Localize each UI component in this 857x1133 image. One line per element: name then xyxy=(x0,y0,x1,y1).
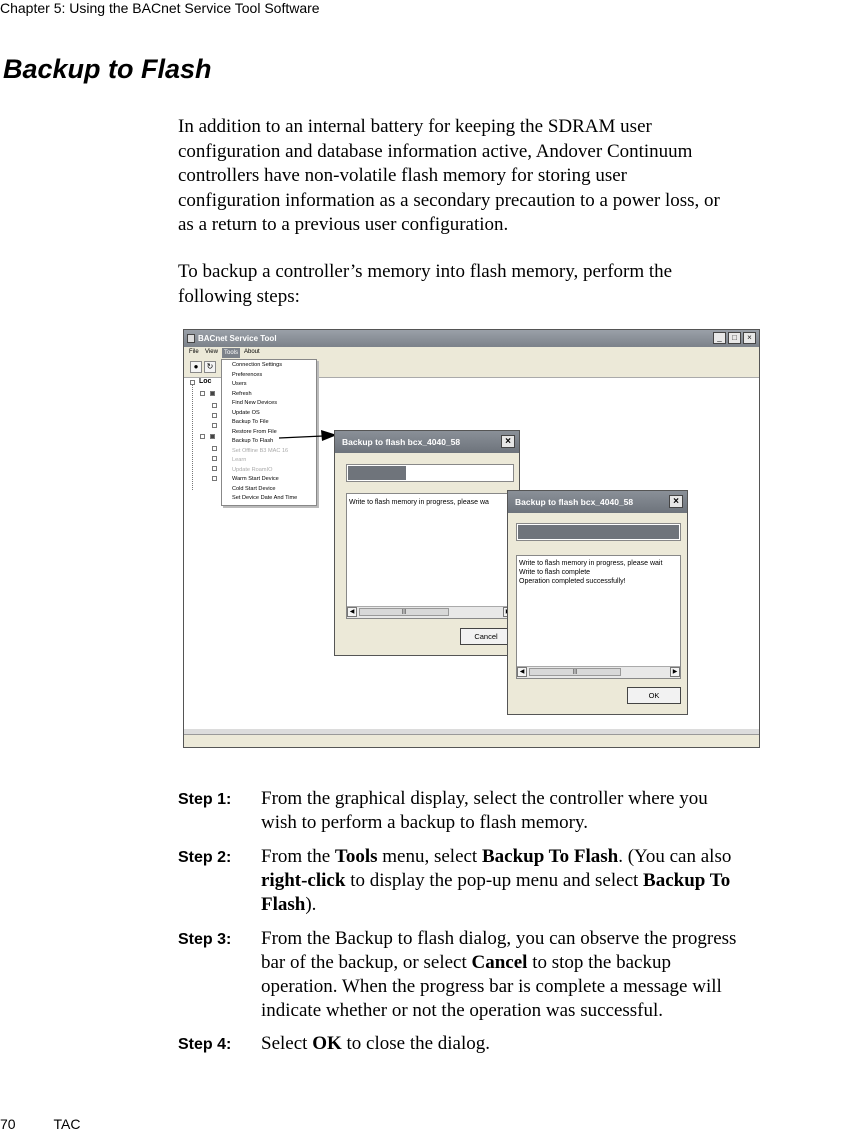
connect-icon[interactable]: ● xyxy=(190,361,202,373)
dialog-title: Backup to flash bcx_4040_58 xyxy=(508,491,687,513)
cancel-button[interactable]: Cancel xyxy=(460,628,512,645)
step-segment: operation. When the progress bar is complete a message will xyxy=(261,976,722,997)
step-segment: menu, select xyxy=(377,846,482,867)
step-line xyxy=(261,927,857,951)
step-segment: From the xyxy=(261,846,335,867)
step-label: Step 4: xyxy=(178,1036,232,1053)
step-segment: . (You can also xyxy=(618,846,732,867)
step-emphasis: Backup To xyxy=(643,870,731,891)
backup-dialog-in-progress xyxy=(334,430,520,656)
step-segment: wish to perform a backup to flash memory. xyxy=(261,812,588,833)
scroll-right-icon[interactable]: ▶ xyxy=(670,667,680,677)
log-line: Write to flash memory in progress, please wait xyxy=(519,560,663,567)
steps-intro-paragraph xyxy=(178,260,857,309)
step-text xyxy=(261,845,857,917)
menu-file[interactable]: File xyxy=(189,349,199,355)
progress-bar xyxy=(516,523,681,541)
step-label: Step 1: xyxy=(178,791,232,808)
intro-paragraph xyxy=(178,115,857,238)
intro-line: configuration and database information active, Andover Continuum xyxy=(178,140,693,162)
close-icon[interactable]: × xyxy=(669,495,683,508)
step-line xyxy=(261,787,857,811)
tree-expander[interactable] xyxy=(212,413,217,418)
company-name: TAC xyxy=(53,1116,81,1132)
intro-line: as a return to a previous user configuration. xyxy=(178,214,509,235)
step-emphasis: OK xyxy=(312,1033,342,1054)
horizontal-scrollbar[interactable] xyxy=(347,606,513,618)
step-segment: indicate whether or not the operation was successful. xyxy=(261,1000,664,1021)
scroll-thumb[interactable]: ||| xyxy=(529,668,621,676)
intro-line: controllers have non-volatile flash memory for storing user xyxy=(178,165,628,186)
tree-expander[interactable] xyxy=(212,403,217,408)
page-number: 70 xyxy=(0,1116,16,1132)
tree-expander[interactable] xyxy=(212,476,217,481)
section-title: Backup to Flash xyxy=(3,54,212,84)
progress-fill xyxy=(518,525,679,539)
step-emphasis: Flash xyxy=(261,894,306,915)
menu-item-set-offline: Set Offline B3 MAC 16 xyxy=(232,447,289,454)
scroll-left-icon[interactable]: ◀ xyxy=(517,667,527,677)
menu-tools[interactable]: Tools xyxy=(224,350,239,356)
menubar xyxy=(184,347,759,359)
step-line xyxy=(261,845,857,869)
chapter-header: Chapter 5: Using the BACnet Service Tool Software xyxy=(0,0,320,16)
tree-expander[interactable] xyxy=(212,466,217,471)
window-titlebar xyxy=(184,330,759,347)
log-line: Write to flash complete xyxy=(519,569,591,576)
menu-item-refresh[interactable]: Refresh xyxy=(232,390,252,397)
status-log xyxy=(516,555,681,679)
step-segment: to display the pop-up menu and select xyxy=(345,870,644,891)
menu-item-update-os[interactable]: Update OS xyxy=(232,409,260,416)
intro-line: configuration information as a secondary precaution to a power loss, or xyxy=(178,189,720,211)
scroll-thumb[interactable]: ||| xyxy=(359,608,449,616)
maximize-icon[interactable]: □ xyxy=(728,332,741,344)
step-line xyxy=(261,999,857,1023)
step-line xyxy=(261,893,857,917)
menu-item-users[interactable]: Users xyxy=(232,381,247,387)
step-segment: From the graphical display, select the controller where you xyxy=(261,788,708,809)
dialog-title: Backup to flash bcx_4040_58 xyxy=(335,431,519,453)
close-icon[interactable]: × xyxy=(743,332,756,344)
tree-expander[interactable] xyxy=(212,456,217,461)
horizontal-scrollbar[interactable] xyxy=(517,666,680,678)
menu-item-warm-start[interactable]: Warm Start Device xyxy=(232,476,279,482)
log-line: Operation completed successfully! xyxy=(519,578,626,585)
menu-item-preferences[interactable]: Preferences xyxy=(232,371,263,378)
step-emphasis: right-click xyxy=(261,870,346,891)
progress-bar xyxy=(346,464,514,482)
device-icon xyxy=(210,391,215,396)
step-line xyxy=(261,869,857,893)
step-segment: ). xyxy=(305,894,317,915)
step-line xyxy=(261,811,857,835)
step-segment: Select xyxy=(261,1033,313,1054)
steps-intro-line: following steps: xyxy=(178,285,300,307)
app-icon xyxy=(187,334,195,343)
refresh-icon[interactable]: ↻ xyxy=(204,361,216,373)
tree-expander[interactable] xyxy=(212,446,217,451)
step-text xyxy=(261,927,857,1023)
step-text xyxy=(261,787,857,835)
close-icon[interactable]: × xyxy=(501,435,515,448)
menu-item-restore-from-file[interactable]: Restore From File xyxy=(232,428,277,435)
menu-item-cold-start[interactable]: Cold Start Device xyxy=(232,485,276,492)
step-line xyxy=(261,951,857,975)
log-line: Write to flash memory in progress, please wa xyxy=(349,499,489,506)
page-footer xyxy=(0,1116,80,1132)
menu-view[interactable]: View xyxy=(205,349,218,355)
status-bar xyxy=(184,734,759,747)
menu-item-set-date-time[interactable]: Set Device Date And Time xyxy=(232,495,298,501)
backup-dialog-complete xyxy=(507,490,688,715)
tree-expander[interactable] xyxy=(200,434,205,439)
device-icon xyxy=(210,434,215,439)
window-controls xyxy=(713,332,756,344)
tree-root-label[interactable]: Loc xyxy=(199,378,212,385)
step-label: Step 2: xyxy=(178,849,232,866)
tree-expander[interactable] xyxy=(200,391,205,396)
menu-item-learn: Learn xyxy=(232,457,247,463)
step-emphasis: Cancel xyxy=(471,952,528,973)
tree-connector xyxy=(192,382,193,490)
step-text xyxy=(261,1032,857,1056)
screenshot-figure xyxy=(183,329,760,748)
menu-item-backup-to-flash[interactable]: Backup To Flash xyxy=(232,438,274,444)
step-label: Step 3: xyxy=(178,931,232,948)
progress-fill xyxy=(348,466,406,480)
scroll-left-icon[interactable]: ◀ xyxy=(347,607,357,617)
status-log xyxy=(346,493,514,619)
steps-intro-line: To backup a controller’s memory into flash memory, perform the xyxy=(178,261,673,282)
step-line xyxy=(261,975,857,999)
window-title: BACnet Service Tool xyxy=(198,334,277,343)
intro-line: In addition to an internal battery for keeping the SDRAM user xyxy=(178,116,652,137)
step-line xyxy=(261,1032,857,1056)
step-segment: to stop the backup xyxy=(527,952,671,973)
menu-item-backup-to-file[interactable]: Backup To File xyxy=(232,419,269,425)
ok-button[interactable]: OK xyxy=(627,687,681,704)
step-segment: bar of the backup, or select xyxy=(261,952,472,973)
menu-about[interactable]: About xyxy=(244,349,260,355)
callout-arrow-icon xyxy=(279,428,339,444)
step-segment: From the Backup to flash dialog, you can observe the progress xyxy=(261,928,737,949)
menu-item-update-roamio: Update RoamIO xyxy=(232,466,273,473)
tree-expander[interactable] xyxy=(190,380,195,385)
menu-item-find-new-devices[interactable]: Find New Devices xyxy=(232,400,278,406)
step-segment: to close the dialog. xyxy=(341,1033,491,1054)
step-emphasis: Backup To Flash xyxy=(481,846,619,867)
minimize-icon[interactable]: _ xyxy=(713,332,726,344)
tree-expander[interactable] xyxy=(212,423,217,428)
step-emphasis: Tools xyxy=(334,846,378,867)
menu-item-connection-settings[interactable]: Connection Settings xyxy=(232,362,283,368)
